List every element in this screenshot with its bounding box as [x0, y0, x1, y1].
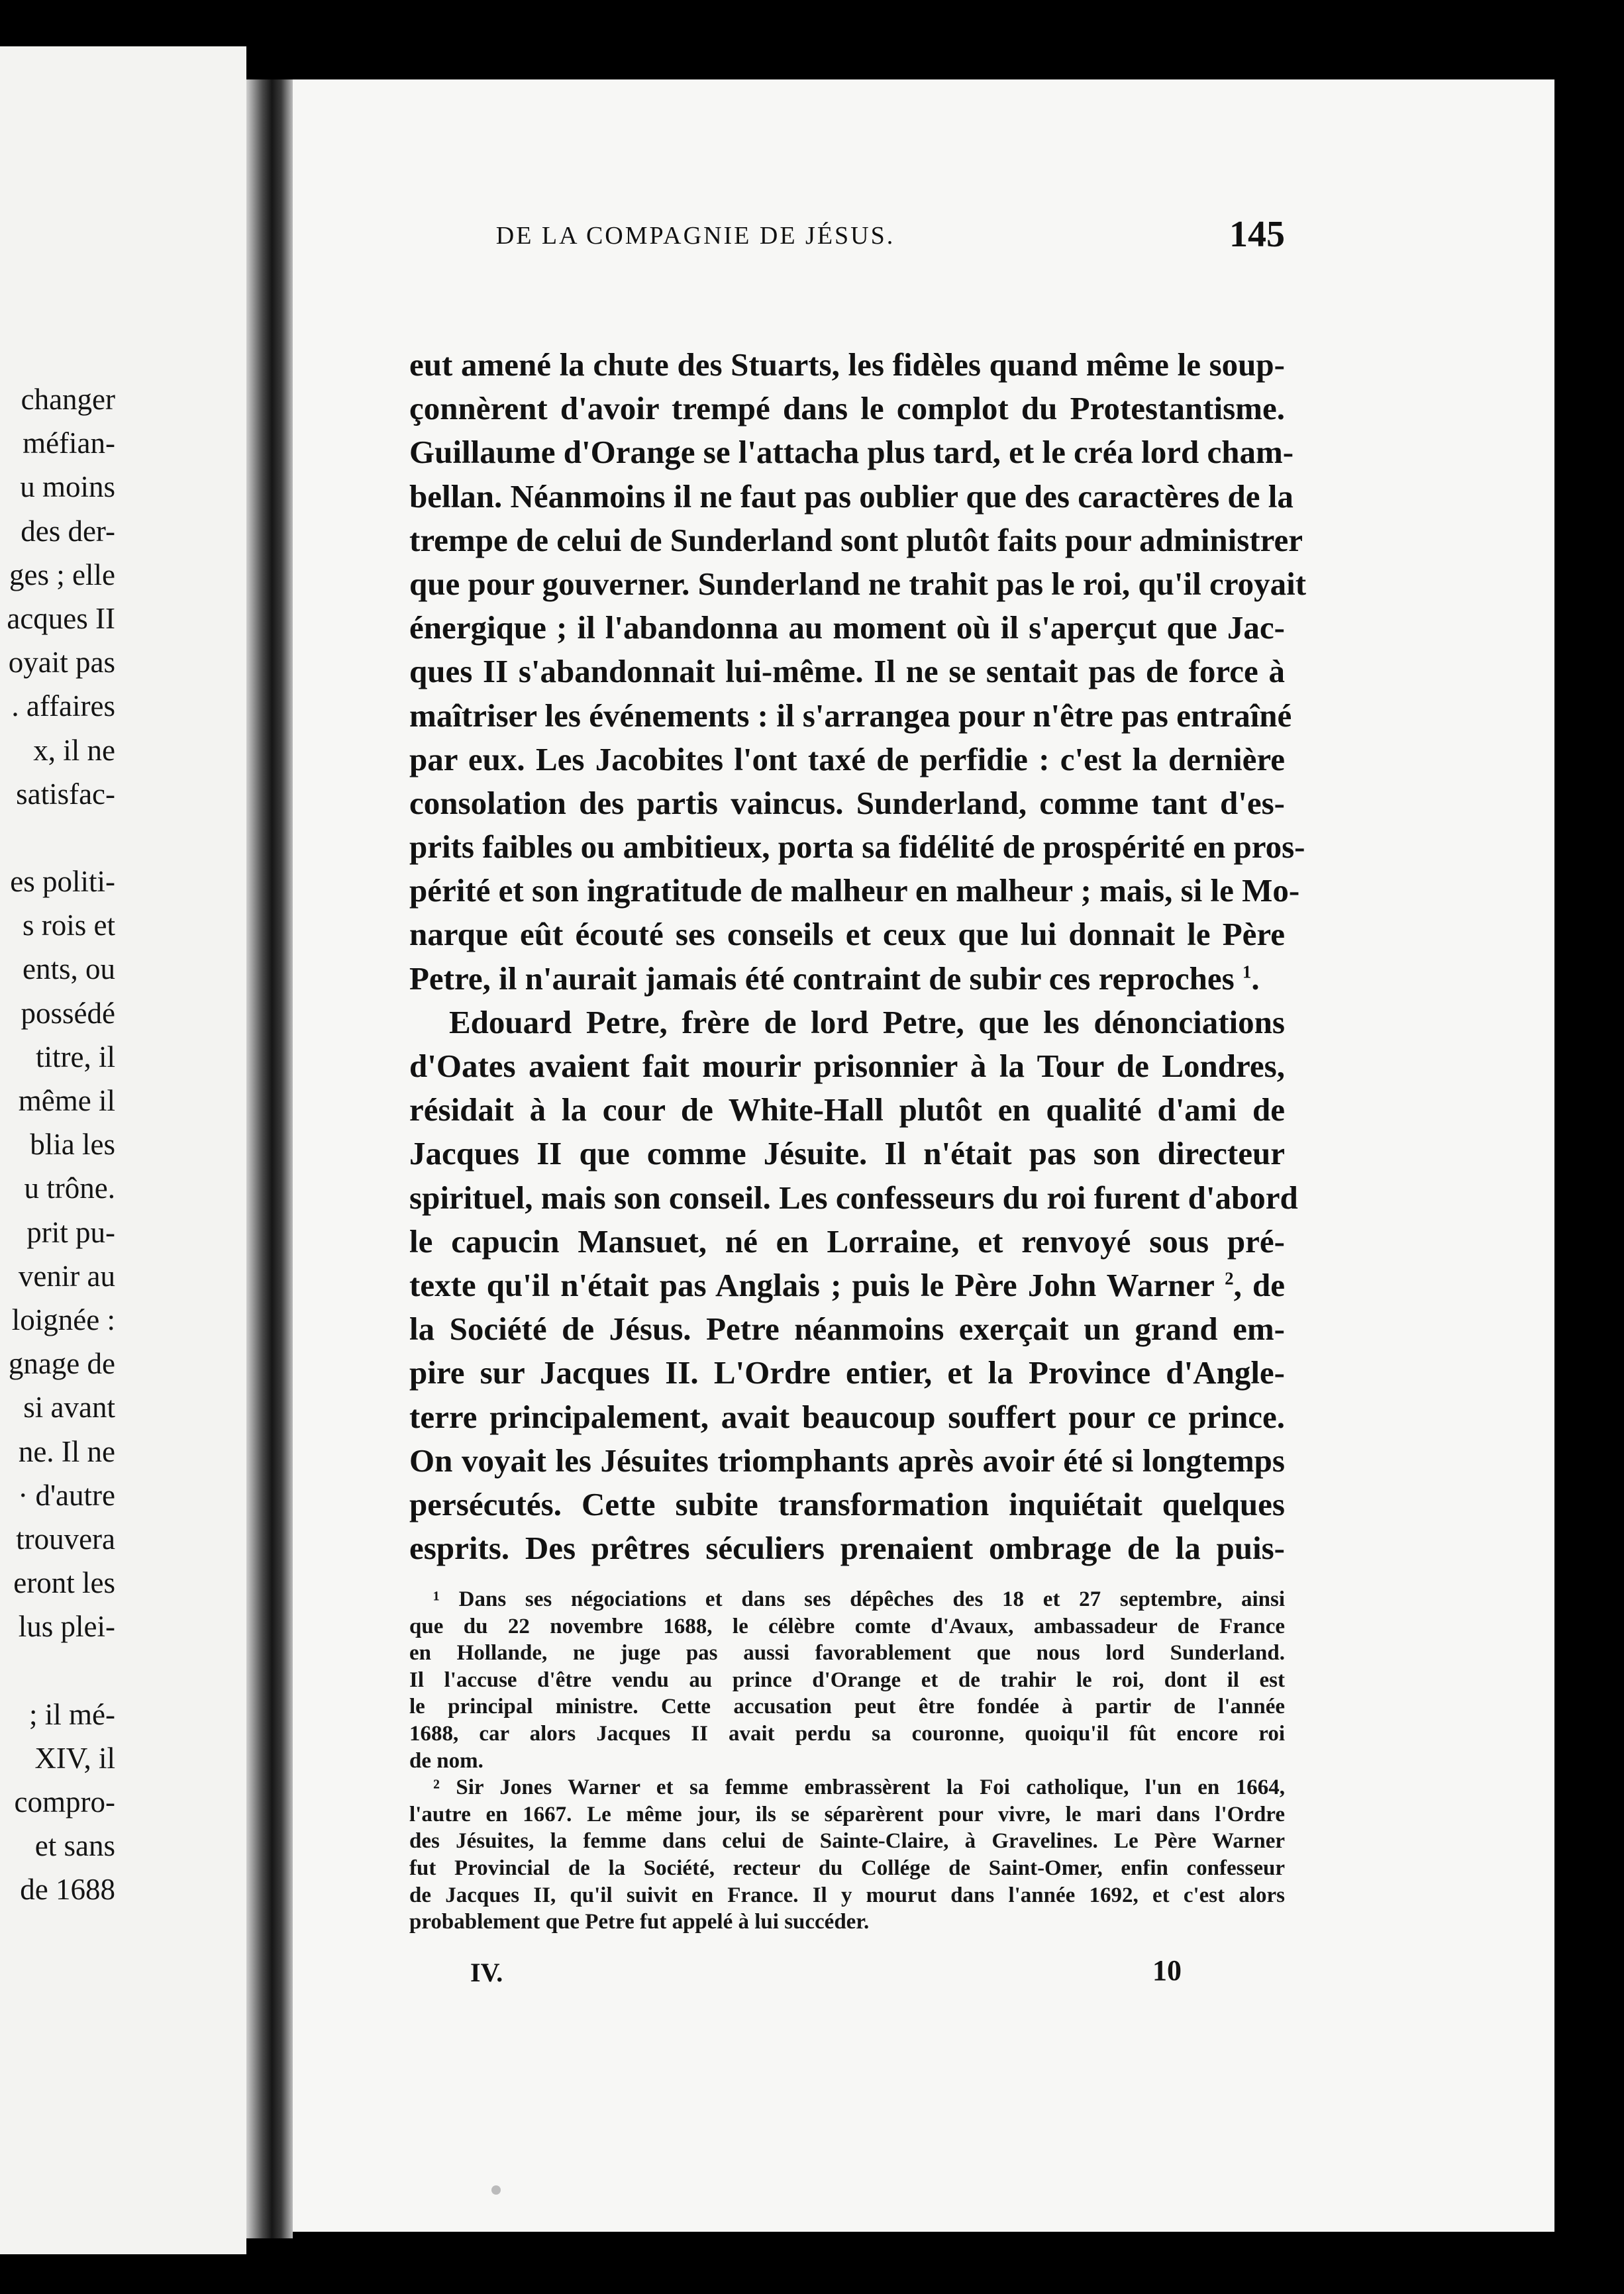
page-number: 145 [1229, 214, 1285, 255]
text-line: maîtriser les événements : il s'arrangea pour n'être pas entraîné [409, 697, 1292, 734]
text-line: la Société de Jésus. Petre néanmoins exerçait un grand em- [409, 1311, 1285, 1348]
text-line: çonnèrent d'avoir trempé dans le complot du Protestantisme. [409, 390, 1285, 427]
previous-page-line: de 1688 [20, 1873, 115, 1907]
previous-page-line: XIV, il [34, 1741, 115, 1775]
text-line: persécutés. Cette subite transformation inquiétait quelques [409, 1485, 1285, 1522]
body-text [409, 343, 1307, 1570]
text-line: terre principalement, avait beaucoup souffert pour ce prince. [409, 1398, 1285, 1435]
previous-page-line: · d'autre [18, 1478, 115, 1512]
previous-page-text [0, 377, 246, 1912]
footnote-2-line: des Jésuites, la femme dans celui de Sainte-Claire, à Gravelines. Le Père Warner [409, 1829, 1285, 1854]
previous-page-line: prit pu- [26, 1215, 115, 1249]
text-line: que pour gouverner. Sunderland ne trahit pas le roi, qu'il croyait [409, 565, 1307, 602]
previous-page-line: u trône. [24, 1172, 115, 1205]
footnote-1-line: que du 22 novembre 1688, le célèbre comte d'Avaux, ambassadeur de France [409, 1614, 1285, 1638]
previous-page-line: méfian- [23, 426, 115, 460]
text-line: énergique ; il l'abandonna au moment où il s'aperçut que Jac- [409, 609, 1285, 646]
previous-page-line: si avant [23, 1391, 115, 1424]
text-line-content: texte qu'il n'était pas Anglais ; puis le Père John Warner [409, 1266, 1214, 1303]
footnotes [409, 1586, 1285, 1936]
text-line: Guillaume d'Orange se l'attacha plus tard, et le créa lord cham- [409, 434, 1294, 471]
text-line: On voyait les Jésuites triomphants après avoir été si longtemps [409, 1442, 1285, 1479]
previous-page-line [0, 816, 246, 860]
previous-page-line: acques II [7, 601, 115, 635]
text-line: Jacques II que comme Jésuite. Il n'était pas son directeur [409, 1135, 1285, 1172]
previous-page-line: compro- [14, 1785, 115, 1819]
text-line: le capucin Mansuet, né en Lorraine, et renvoyé sous pré- [409, 1222, 1285, 1260]
text-line: narque eût écouté ses conseils et ceux que lui donnait le Père [409, 916, 1285, 953]
previous-page-line: . affaires [11, 689, 115, 723]
paragraph-first-line: Edouard Petre, frère de lord Petre, que les dénonciations [449, 1003, 1285, 1040]
signature-mark: IV. [470, 1958, 503, 1987]
previous-page-line: gnage de [8, 1347, 115, 1381]
previous-page-line: eront les [13, 1566, 115, 1600]
footnote-1-line: ¹ Dans ses négociations et dans ses dépêches des 18 et 27 septembre, ainsi [433, 1587, 1285, 1611]
sentence-period: . [1251, 960, 1260, 997]
previous-page-line: ; il mé- [29, 1697, 115, 1731]
text-line: eut amené la chute des Stuarts, les fidèles quand même le soup- [409, 346, 1285, 383]
footnote-ref-2[interactable]: 2 [1225, 1268, 1234, 1289]
text-line: périté et son ingratitude de malheur en malheur ; mais, si le Mo- [409, 872, 1300, 909]
previous-page-line: possédé [21, 996, 115, 1030]
text-line-tail: , de [1233, 1266, 1286, 1303]
text-line: par eux. Les Jacobites l'ont taxé de perfidie : c'est la dernière [409, 740, 1285, 777]
text-line-with-note-ref [409, 1264, 1285, 1307]
footnote-1-line: de nom. [409, 1748, 483, 1773]
text-line: trempe de celui de Sunderland sont plutôt faits pour administrer [409, 521, 1303, 558]
text-line: ques II s'abandonnait lui-même. Il ne se sentait pas de force à [409, 653, 1285, 690]
book-gutter [246, 79, 293, 2238]
previous-page-line: ents, ou [23, 952, 115, 986]
previous-page-line: venir au [18, 1259, 115, 1293]
previous-page-line: satisfac- [16, 777, 115, 811]
previous-page-line: titre, il [36, 1040, 115, 1073]
previous-page-line: changer [21, 383, 115, 416]
footnote-1-line: 1688, car alors Jacques II avait perdu sa couronne, quoiqu'il fût encore roi [409, 1721, 1285, 1746]
text-line-content: Petre, il n'aurait jamais été contraint de subir ces reproches [409, 960, 1235, 997]
previous-page-line: es politi- [10, 865, 115, 899]
paper-speck [491, 2185, 501, 2195]
previous-page-line [0, 1648, 246, 1692]
previous-page-line: s rois et [23, 909, 115, 942]
previous-page-line: même il [18, 1084, 115, 1117]
previous-page-line: u moins [20, 470, 115, 504]
text-line: consolation des partis vaincus. Sunderland, comme tant d'es- [409, 784, 1285, 821]
footnote-ref-1[interactable]: 1 [1242, 962, 1252, 982]
text-line: prits faibles ou ambitieux, porta sa fidélité de prospérité en pros- [409, 828, 1305, 866]
previous-page-line: trouvera [16, 1522, 115, 1556]
footnote-2-line: fut Provincial de la Société, recteur du Collége de Saint-Omer, enfin confesseur [409, 1856, 1285, 1880]
running-head [331, 213, 1285, 260]
previous-page-line: lus plei- [18, 1610, 115, 1644]
text-line: résidait à la cour de White-Hall plutôt en qualité d'ami de [409, 1091, 1285, 1128]
text-line: pire sur Jacques II. L'Ordre entier, et la Province d'Angle- [409, 1354, 1285, 1391]
text-line: d'Oates avaient fait mourir prisonnier à la Tour de Londres, [409, 1048, 1285, 1084]
sheet-number: 10 [1152, 1954, 1182, 1987]
footnote-2-line: de Jacques II, qu'il suivit en France. Il y mourut dans l'année 1692, et c'est alors [409, 1883, 1285, 1907]
previous-page [0, 46, 246, 2254]
previous-page-line: blia les [30, 1128, 115, 1162]
previous-page-line: loignée : [11, 1303, 115, 1336]
footnote-1-line: le principal ministre. Cette accusation peut être fondée à partir de l'année [409, 1695, 1285, 1719]
running-title: DE LA COMPAGNIE DE JÉSUS. [495, 222, 895, 250]
previous-page-line: des der- [21, 514, 115, 548]
footnote-2-line: probablement que Petre fut appelé à lui succéder. [409, 1910, 870, 1934]
footnote-1-line: Il l'accuse d'être vendu au prince d'Orange et de trahir le roi, dont il est [409, 1668, 1285, 1692]
previous-page-line: x, il ne [33, 733, 115, 767]
previous-page-line: ne. Il ne [18, 1434, 115, 1468]
footnote-2-line: l'autre en 1667. Le même jour, ils se séparèrent pour vivre, le mari dans l'Ordre [409, 1802, 1285, 1826]
previous-page-line: oyait pas [8, 646, 115, 679]
previous-page-line: ges ; elle [9, 558, 115, 591]
footnote-2-line: ² Sir Jones Warner et sa femme embrassèrent la Foi catholique, l'un en 1664, [433, 1775, 1285, 1800]
text-line: bellan. Néanmoins il ne faut pas oublier que des caractères de la [409, 477, 1294, 515]
footnote-1-line: en Hollande, ne juge pas aussi favorablement que nous lord Sunderland. [409, 1641, 1285, 1666]
text-line: spirituel, mais son conseil. Les confesseurs du roi furent d'abord [409, 1179, 1298, 1216]
previous-page-line: et sans [34, 1829, 115, 1863]
text-line: esprits. Des prêtres séculiers prenaient ombrage de la puis- [409, 1530, 1285, 1567]
text-line-with-note-ref [409, 957, 1285, 1001]
